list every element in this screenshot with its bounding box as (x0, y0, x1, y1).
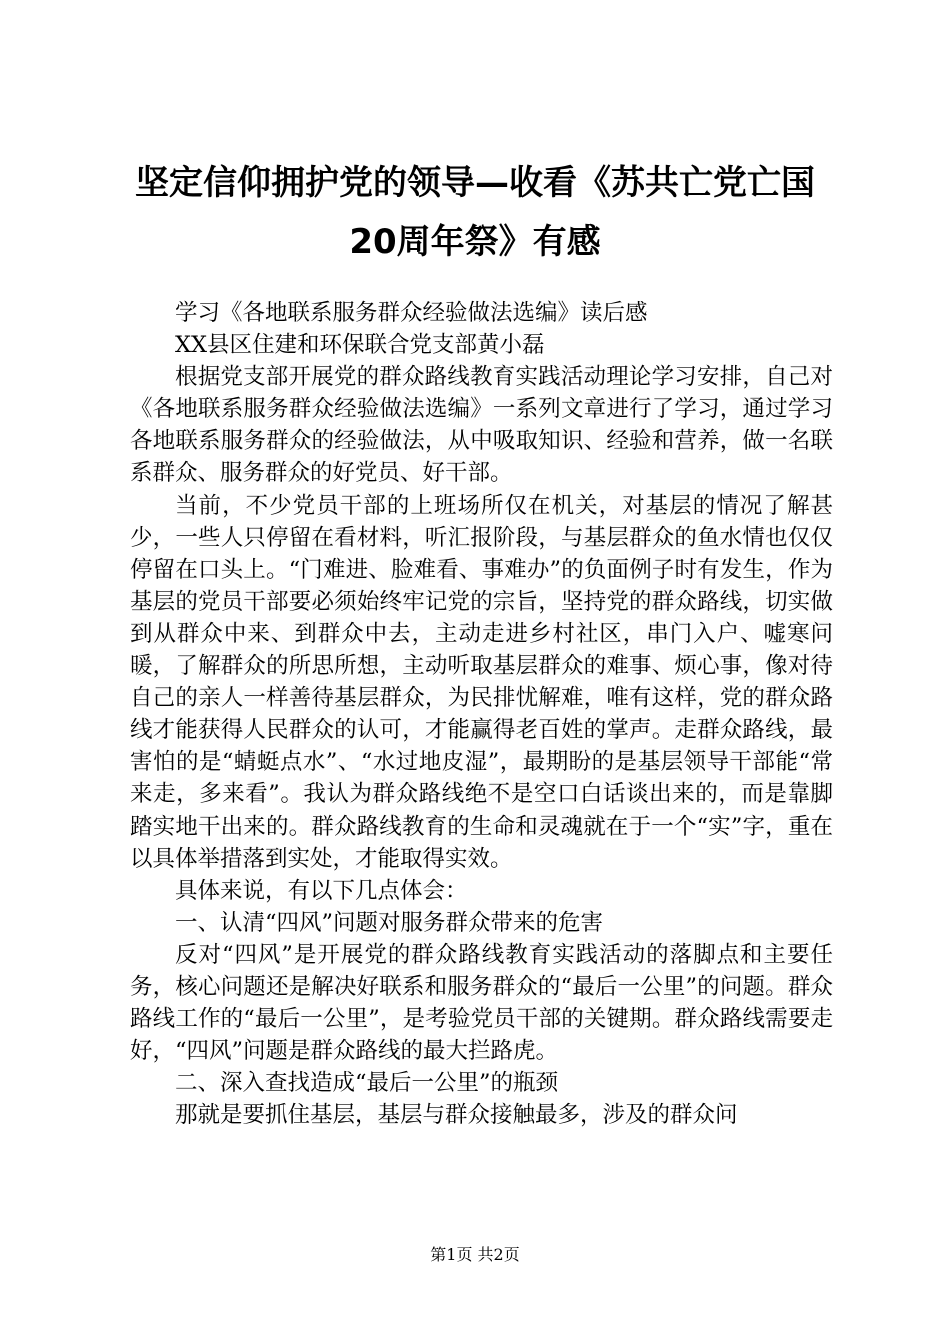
subtitle-paragraph: 学习《各地联系服务群众经验做法选编》读后感 (175, 300, 648, 326)
body-paragraph: 那就是要抓住基层，基层与群众接触最多，涉及的群众问 (175, 1102, 738, 1129)
body-paragraph: 当前，不少党员干部的上班场所仅在机关，对基层的情况了解甚少，一些人只停留在看材料，听汇报阶段，与基层群众的鱼水情也仅仅停留在口头上。“门难进、脸难看、事难办”的负面例子时有发生，作为基层的党员干部要必须始终牢记党的宗旨，坚持党的群众路线，切实做到从群众中来、到群众中去，主动走进乡村社区，串门入户、嘘寒问暖，了解群众的所思所想，主动听取基层群众的难事、烦心事，像对待自己的亲人一样善待基层群众，为民排忧解难，唯有这样，党的群众路线才能获得人民群众的认可，才能赢得老百姓的掌声。走群众路线，最害怕的是“蜻蜓点水”、“水过地皮湿”，最期盼的是基层领导干部能“常来走，多来看”。我认为群众路线绝不是空口白话谈出来的，而是靠脚踏实地干出来的。群众路线教育的生命和灵魂就在于一个“实”字，重在以具体举措落到实处，才能取得实效。 (130, 492, 833, 872)
section-heading: 二、深入查找造成“最后一公里”的瓶颈 (175, 1070, 559, 1097)
document-body (130, 297, 833, 1131)
body-paragraph: 具体来说，有以下几点体会： (175, 877, 468, 904)
body-paragraph: 反对“四风”是开展党的群众路线教育实践活动的落脚点和主要任务，核心问题还是解决好联系和服务群众的“最后一公里”的问题。群众路线工作的“最后一公里”，是考验党员干部的关键期。群众路线需要走好，“四风”问题是群众路线的最大拦路虎。 (130, 941, 833, 1065)
document-title-line-2: 20周年祭》有感 (349, 222, 601, 262)
page-footer: 第1页 共2页 (430, 1245, 520, 1264)
body-paragraph: 根据党支部开展党的群众路线教育实践活动理论学习安排，自己对《各地联系服务群众经验做法选编》一系列文章进行了学习，通过学习各地联系服务群众的经验做法，从中吸取知识、经验和营养，做一名联系群众、服务群众的好党员、好干部。 (130, 364, 833, 487)
document-title-line-1: 坚定信仰拥护党的领导—收看《苏共亡党亡国 (135, 163, 815, 203)
section-heading: 一、认清“四风”问题对服务群众带来的危害 (175, 909, 604, 936)
author-paragraph: XX县区住建和环保联合党支部黄小磊 (175, 332, 545, 359)
